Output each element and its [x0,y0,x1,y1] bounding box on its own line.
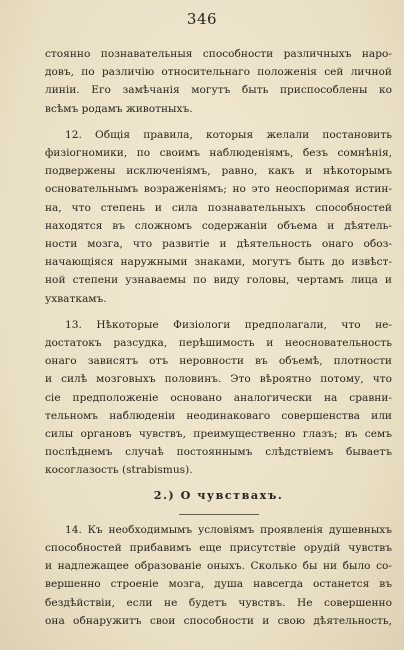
paragraphs-after-heading [45,521,392,630]
text-line: основательнымъ возраженіямъ; но это неоспоримая истин- [45,183,392,196]
text-line: достатокъ разсудка, перѣшимость и неосновательность [45,337,392,350]
heading-rule [179,514,259,515]
text-line: 13. Нѣкоторые Физіологи предполагали, что не- [65,318,392,331]
text-line: бездѣйствіи, если не будетъ чувствъ. Не совершенно [45,596,392,609]
text-line: ности мозга, что развитіе и дѣятельность онаго обоз- [45,238,392,251]
text-line: стоянно познавательныя способности различныхъ наро- [45,48,392,60]
page-body-text [45,45,392,630]
section-heading: 2.) О чувствахъ. [153,487,284,502]
text-line: она обнаружитъ свои способности и свою дѣятельность, [45,614,392,627]
text-line: вершенно строеніе мозга, душа навсегда останется въ [45,578,392,591]
text-line: всѣмъ родамъ животныхъ. [45,102,193,115]
text-line: подвержены исключеніямъ, равно, какъ и нѣкоторымъ [45,165,392,178]
text-line: линіи. Его замѣчанія могутъ быть приспособлены ко [45,84,392,97]
text-line: на, что степень и сила познавательныхъ способностей [45,201,392,214]
text-line: ухваткамъ. [45,292,107,305]
text-line: тельномъ наблюденіи неодинаковаго совершенства или [45,409,392,422]
text-line: находятся въ сложномъ содержаніи объема и дѣятель- [45,219,392,232]
text-line: начающіяся наружными знаками, могутъ быть до извѣст- [45,256,392,269]
text-line: физіогномики, по своимъ наблюденіямъ, безъ сомнѣнія, [45,147,392,160]
text-line: довъ, по различію относительнаго положенія сей личной [45,66,392,79]
text-line: косоглазость (strabismus). [45,464,193,477]
text-line: послѣднемъ случаѣ постояннымъ слѣдствіемъ бываетъ [45,446,392,459]
text-line: 12. Общія правила, которыя желали постановить [65,128,392,141]
page-number: 346 [186,10,218,28]
text-line: сіе предположеніе основано аналогически на сравни- [45,391,392,404]
paragraphs-before-heading [45,45,392,480]
text-line: 14. Къ необходимымъ условіямъ проявленія душевныхъ [65,523,392,536]
text-line: и силѣ мозговыхъ половинъ. Это вѣроятно потому, что [45,373,392,386]
text-line: онаго зависятъ отъ неровности въ объемѣ, плотности [45,355,392,368]
text-line: способностей прибавимъ еще присутствіе орудій чувствъ [45,542,392,555]
paragraph-gap [45,118,392,126]
text-line: и надлежащее образованіе оныхъ. Сколько бы ни было со- [45,560,392,573]
text-line: силы органовъ чувствъ, преимущественно глазъ; въ семъ [45,428,392,441]
text-line: ной степени узнаваемы по виду головы, чертамъ лица и [45,274,392,287]
paragraph-gap [45,308,392,316]
